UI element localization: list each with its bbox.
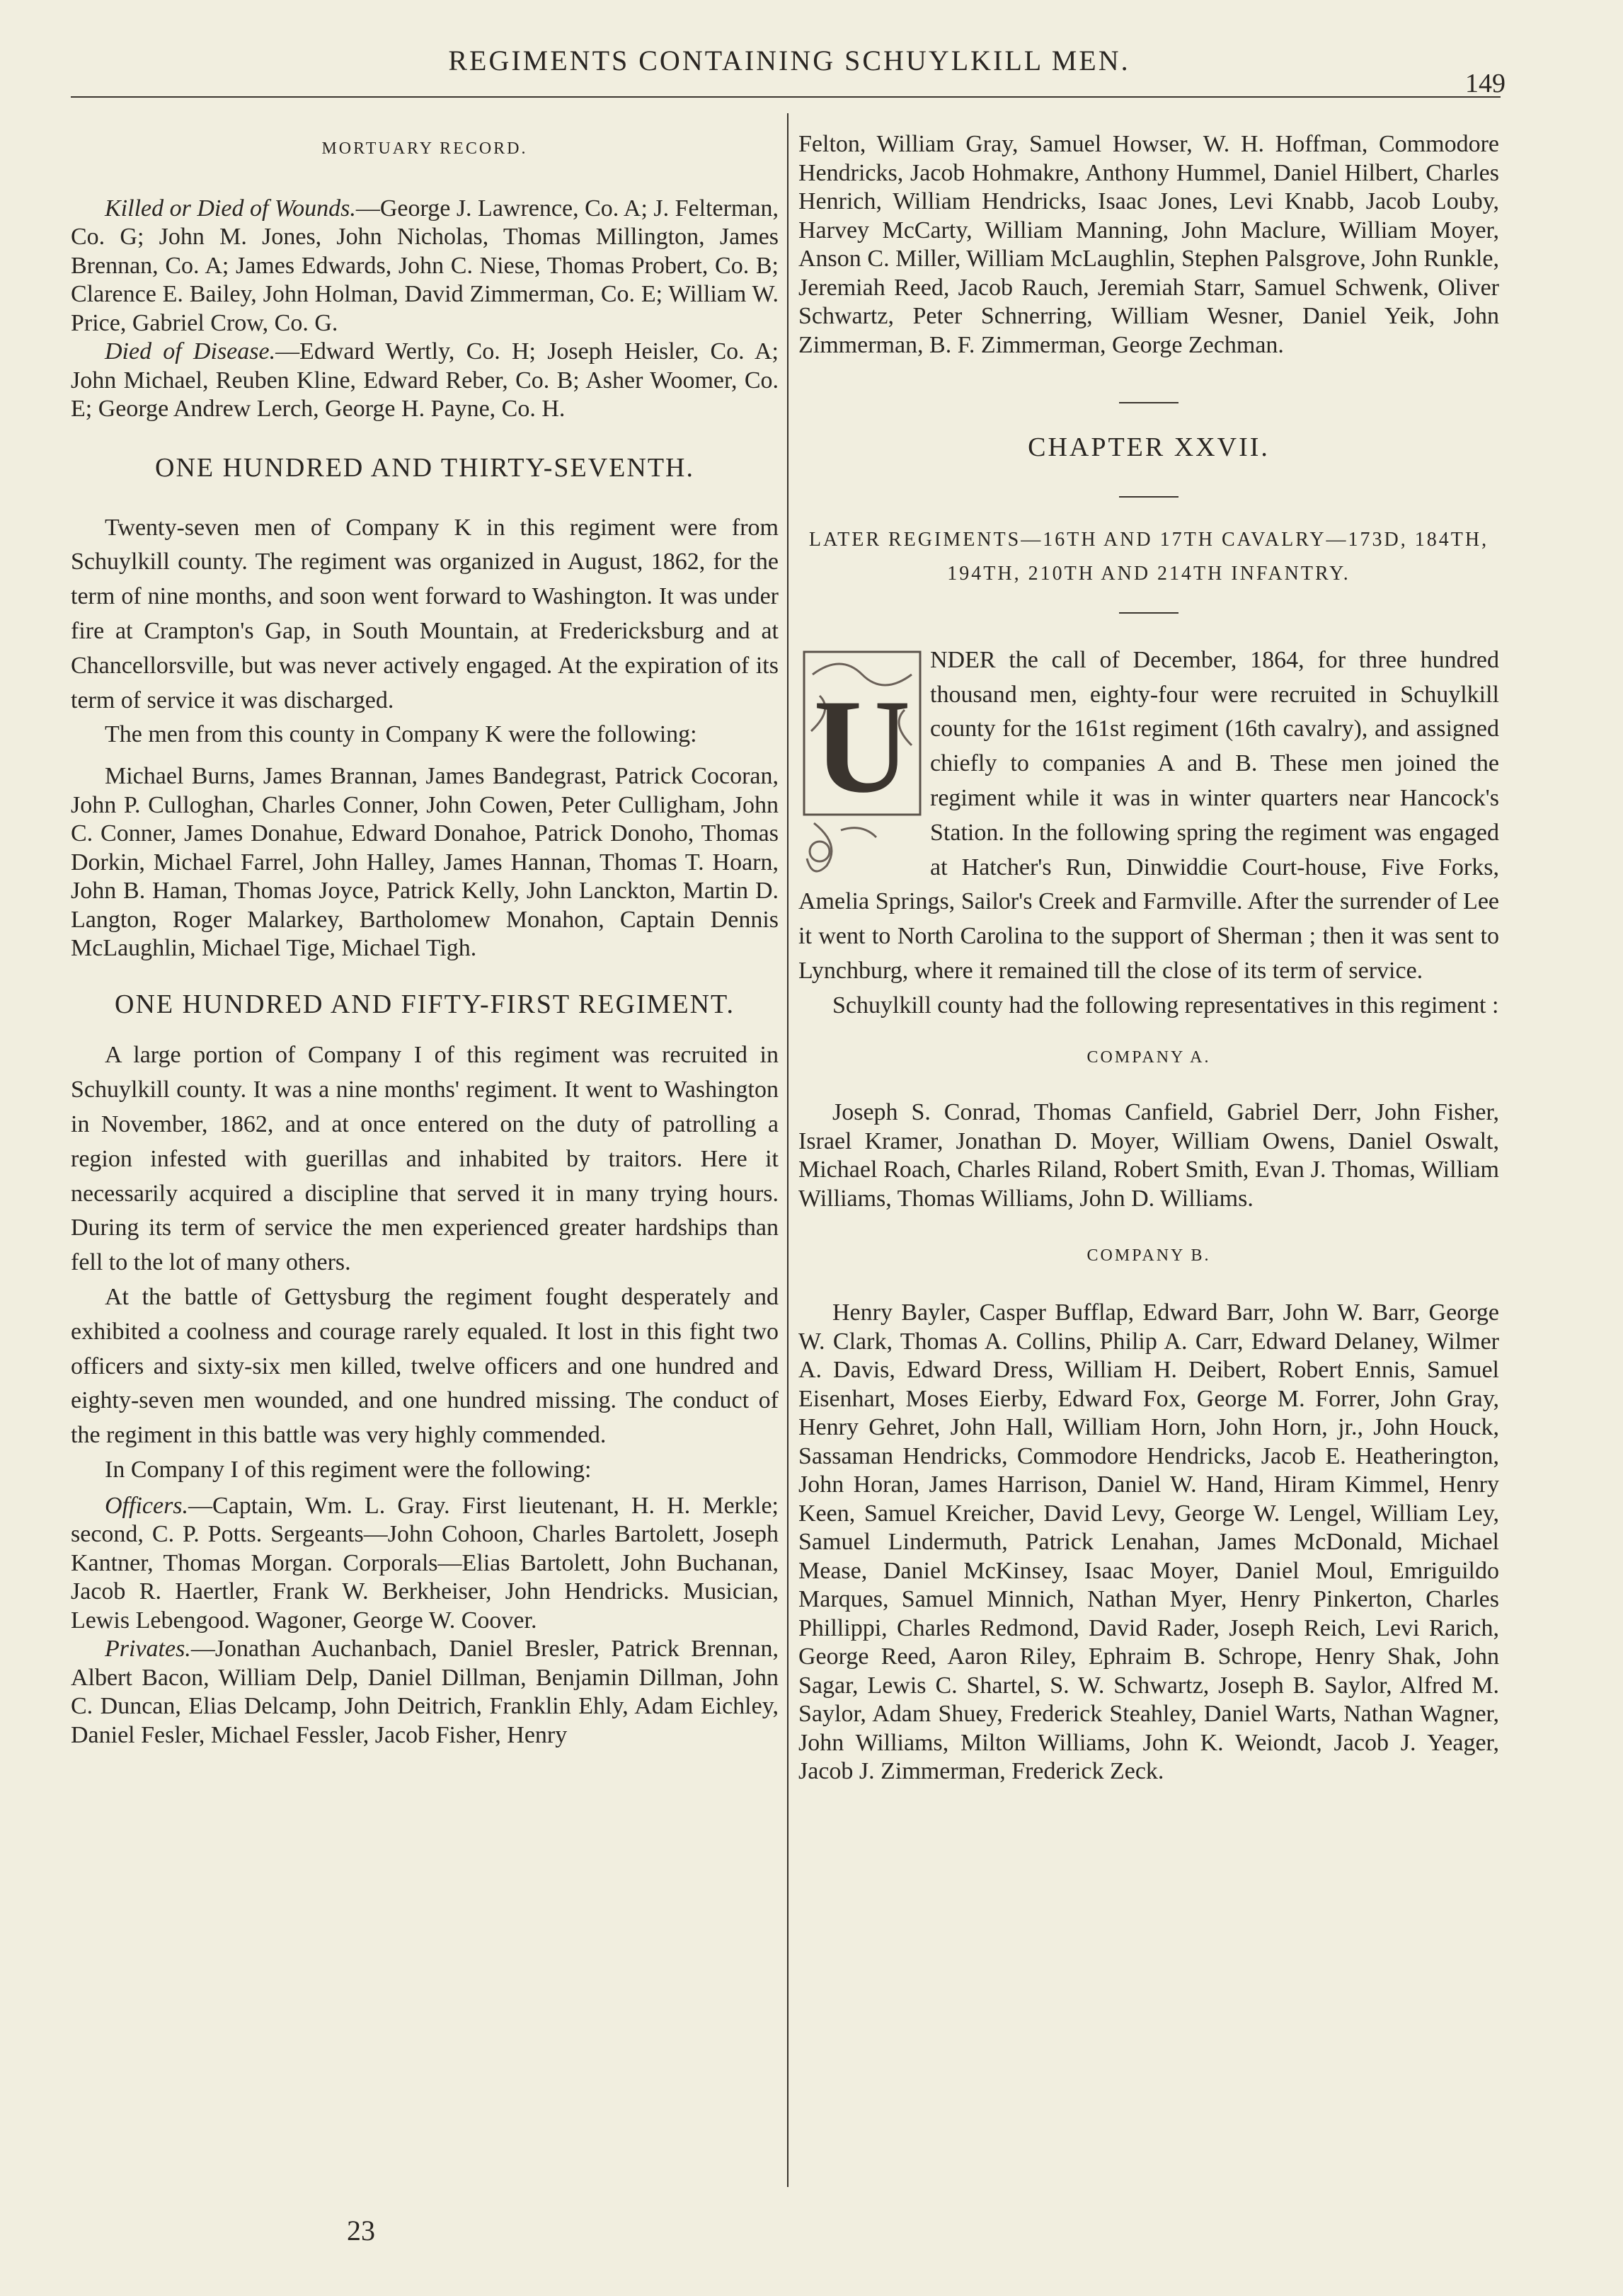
chapter-heading: CHAPTER XXVII. [1028, 432, 1270, 462]
column-divider [787, 113, 788, 2187]
dropcap-rosette [810, 842, 830, 861]
section-137-paragraph-2: The men from this county in Company K were the following: [105, 721, 697, 748]
company-b-names: Henry Bayler, Casper Bufflap, Edward Barr, John W. Barr, George W. Clark, Thomas A. Collins, Philip A. Carr, Edward Delaney, Wilmer A. Davis, Edward Dress, William H. Deibert, Robert Ennis, Samuel Eisenhart, Moses Eierby, Edward Fox, George M. Forrer, John Gray, Henry Gehret, John Hall, William Horn, John Horn, jr., John Houck, Sassaman Hendricks, Commodore Hendricks, Jacob E. Heatherington, John Horan, James Harrison, Daniel W. Hand, Hiram Kimmel, Henry Keen, Samuel Kreicher, David Levy, George W. Lengel, William Ley, Samuel Lindermuth, Patrick Lenahan, James McDonald, Michael Mease, Daniel McKinsey, Isaac Moyer, Daniel Moul, Emriguildo Marques, Samuel Minnich, Nathan Myer, Henry Pinkerton, Charles Phillippi, Charles Redmond, David Rader, Joseph Reich, Levi Rarich, George Reed, Aaron Riley, Ephraim B. Schrope, Henry Shak, John Sagar, Lewis C. Shartel, S. W. Schwartz, Joseph B. Saylor, Alfred M. Saylor, Adam Shuey, Frederick Steahley, Daniel Warts, Nathan Wagner, John Williams, Milton Williams, John K. Weiondt, Jacob J. Yeager, Jacob J. Zimmerman, Frederick Zeck. [798, 1299, 1499, 1785]
privates-label: Privates. [105, 1636, 191, 1663]
left-column [71, 120, 779, 1750]
page-number: 149 [1465, 69, 1506, 98]
continued-names: Felton, William Gray, Samuel Howser, W. H. Hoffman, Commodore Hendricks, Jacob Hohmakre, Anthony Hummel, Daniel Hilbert, Charles Henrich, William Hendricks, Isaac Jones, Levi Knabb, Jacob Louby, Harvey McCarty, William Manning, John Maclure, William Moyer, Anson C. Miller, William McLaughlin, Stephen Palsgrove, John Runkle, Jeremiah Reed, Jacob Rauch, Jeremiah Starr, Samuel Schwenk, Oliver Schwartz, Peter Schnerring, William Wesner, Daniel Yeik, John Zimmerman, B. F. Zimmerman, George Zechman. [798, 131, 1499, 358]
company-a-heading: COMPANY A. [1086, 1047, 1211, 1067]
section-137-paragraph-1: Twenty-seven men of Company K in this regiment were from Schuylkill county. The regiment was organized in August, 1862, for the term of nine months, and soon went forward to Washington. It was under fire at Crampton's Gap, in South Mountain, at Fredericksburg and at Chancellorsville, but was never actively engaged. At the expiration of its term of service it was discharged. [71, 514, 779, 713]
company-b-heading: COMPANY B. [1086, 1246, 1211, 1265]
rule-above-chapter [1119, 402, 1178, 403]
signature-mark: 23 [347, 2215, 375, 2246]
disease-paragraph [71, 338, 779, 424]
chapter-subtitle: LATER REGIMENTS—16TH AND 17TH CAVALRY—173D, 184TH, 194TH, 210TH AND 214TH INFANTRY. [808, 528, 1489, 585]
mortuary-heading: MORTUARY RECORD. [321, 139, 528, 158]
dropcap-scroll-bottom [807, 823, 876, 871]
ornamental-dropcap [798, 646, 926, 880]
privates-paragraph [71, 1635, 779, 1750]
officers-label: Officers. [105, 1492, 189, 1519]
officers-paragraph [71, 1492, 779, 1636]
disease-text: —Edward Wertly, Co. H; Joseph Heisler, Co. A; John Michael, Reuben Kline, Edward Reber, Co. B; Asher Woomer, Co. E; George Andrew Lerch, George H. Payne, Co. H. [71, 338, 779, 423]
officers-text: —Captain, Wm. L. Gray. First lieutenant, H. H. Merkle; second, C. P. Potts. Sergeants—John Cohoon, Charles Bartolett, Joseph Kantner, Thomas Morgan. Corporals—Elias Bartolett, John Buchanan, Jacob R. Haertler, Frank W. Berkheiser, John Hendricks. Musician, Lewis Lebengood. Wagoner, George W. Coover. [71, 1492, 779, 1634]
dropcap-letter: U [813, 672, 911, 821]
section-137-names: Michael Burns, James Brannan, James Bandegrast, Patrick Cocoran, John P. Culloghan, Charles Conner, John Cowen, Peter Culligham, John C. Conner, James Donahue, Edward Donahoe, Patrick Donoho, Thomas Dorkin, Michael Farrel, John Halley, James Hannan, Thomas T. Hoarn, John B. Haman, Thomas Joyce, Patrick Kelly, John Lanckton, Martin D. Langton, Roger Malarkey, Bartholomew Monahon, Captain Dennis McLaughlin, Michael Tige, Michael Tigh. [71, 763, 779, 962]
privates-text: —Jonathan Auchanbach, Daniel Bresler, Patrick Brennan, Albert Bacon, William Delp, Daniel Dillman, Benjamin Dillman, John C. Duncan, Elias Delcamp, John Deitrich, Franklin Ehly, Adam Eichley, Daniel Fesler, Michael Fessler, Jacob Fisher, Henry [71, 1636, 779, 1748]
chapter-intro-paragraph: NDER the call of December, 1864, for three hundred thousand men, eighty-four were recruited in Schuylkill county for the 161st regiment (16th cavalry), and assigned chiefly to companies A and B. These men joined the regiment while it was in winter quarters near Hancock's Station. In the following spring the regiment was engaged at Hatcher's Run, Dinwiddie Court-house, Five Forks, Amelia Springs, Sailor's Creek and Farmville. After the surrender of Lee it went to North Carolina to the support of Sherman ; then it was sent to Lynchburg, where it remained till the close of its term of service. [798, 646, 1499, 984]
representatives-paragraph: Schuylkill county had the following representatives in this regiment : [832, 992, 1499, 1018]
header-rule [71, 96, 1501, 98]
right-column [798, 120, 1499, 1786]
killed-label: Killed or Died of Wounds. [105, 195, 356, 222]
section-151-paragraph-2: At the battle of Gettysburg the regiment fought desperately and exhibited a coolness and courage rarely equaled. It lost in this fight two officers and sixty-six men killed, twelve officers and one hundred and eighty-seven men wounded, and one hundred missing. The conduct of the regiment in this battle was very highly commended. [71, 1284, 779, 1449]
section-151-heading: ONE HUNDRED AND FIFTY-FIRST REGIMENT. [115, 989, 735, 1019]
disease-label: Died of Disease. [105, 338, 276, 365]
section-151-paragraph-3: In Company I of this regiment were the following: [105, 1457, 592, 1483]
ornamental-u-icon [798, 646, 926, 880]
running-title: REGIMENTS CONTAINING SCHUYLKILL MEN. [448, 45, 1130, 76]
chapter-opening [798, 643, 1499, 989]
rule-below-subtitle [1119, 612, 1178, 614]
killed-paragraph [71, 195, 779, 338]
rule-below-chapter [1119, 496, 1178, 498]
company-a-names: Joseph S. Conrad, Thomas Canfield, Gabriel Derr, John Fisher, Israel Kramer, Jonathan D. Moyer, William Owens, Daniel Oswalt, Michael Roach, Charles Riland, Robert Smith, Evan J. Thomas, William Williams, Thomas Williams, John D. Williams. [798, 1099, 1499, 1212]
killed-text: —George J. Lawrence, Co. A; J. Felterman, Co. G; John M. Jones, John Nicholas, Thomas Millington, James Brennan, Co. A; James Edwards, John C. Niese, Thomas Probert, Co. B; Clarence E. Bailey, John Holman, David Zimmerman, Co. E; William W. Price, Gabriel Crow, Co. G. [71, 195, 779, 336]
section-151-paragraph-1: A large portion of Company I of this regiment was recruited in Schuylkill county. It was a nine months' regiment. It went to Washington in November, 1862, and at once entered on the duty of patrolling a region infested with guerillas and inhabited by traitors. Here it necessarily acquired a discipline that served it in many trying hours. During its term of service the men experienced greater hardships than fell to the lot of many others. [71, 1042, 779, 1276]
section-137-heading: ONE HUNDRED AND THIRTY-SEVENTH. [155, 452, 694, 483]
